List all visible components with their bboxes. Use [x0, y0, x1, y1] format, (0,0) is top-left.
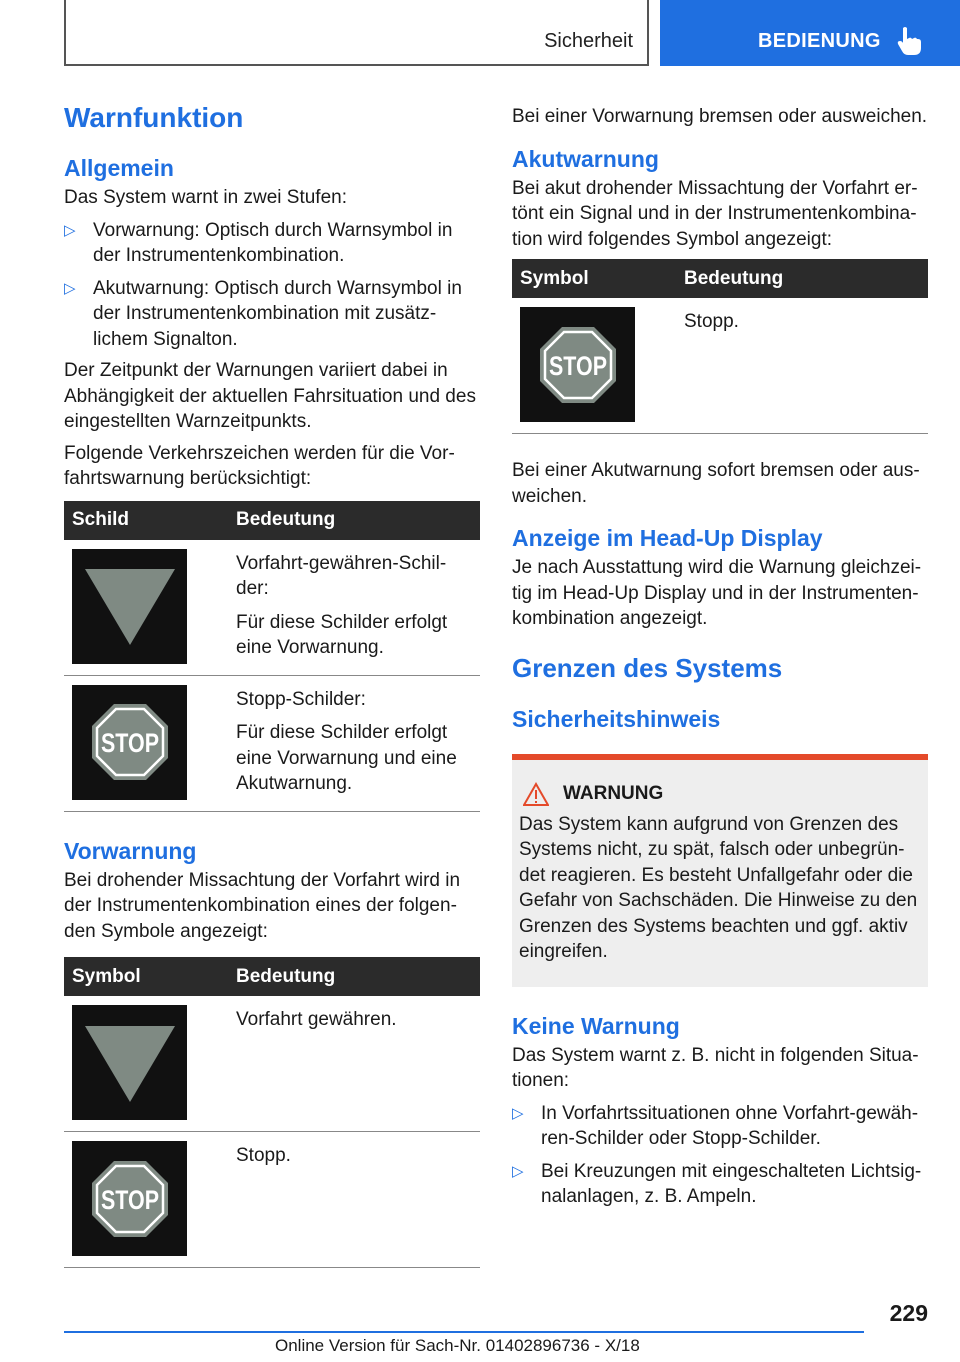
paragraph: Folgende Verkehrszeichen werden für die Vorfahrtswarnung berücksichtigt:	[64, 442, 455, 489]
heading-allgemein: Allgemein	[64, 155, 174, 181]
table-row	[64, 675, 480, 811]
section-title-grenzen: Grenzen des Systems	[512, 652, 783, 683]
paragraph: Bei einer Vorwarnung bremsen oder ausweichen.	[512, 106, 928, 127]
heading-vorwarnung: Vorwarnung	[64, 837, 197, 864]
footer-online-version: Online Version für Sach-Nr. 01402896736 - X/18	[275, 1336, 640, 1355]
table-row	[64, 1132, 480, 1268]
stop-sign-text: STOP	[100, 728, 159, 758]
no-warning-list	[512, 1101, 928, 1210]
warning-label: WARNUNG	[563, 782, 664, 804]
list-item: ▷ Bei Kreuzungen mit eingeschalteten Lichtsignalanlagen, z. B. Ampeln.	[512, 1159, 928, 1210]
header-section-box	[64, 0, 649, 66]
table-row	[64, 540, 480, 676]
stop-sign-icon	[72, 1141, 187, 1256]
warn-levels-list	[64, 218, 480, 353]
paragraph: Bei akut drohender Missachtung der Vorfahrt ertönt ein Signal und in der Instrumentenkombination wird folgendes Symbol angezeigt:	[512, 177, 918, 250]
heading-sicherheitshinweis: Sicherheitshinweis	[512, 705, 721, 732]
heading-akutwarnung: Akutwarnung	[512, 145, 659, 172]
hand-pointer-icon	[896, 26, 922, 56]
warning-triangle-icon	[523, 782, 549, 806]
stop-sign-icon	[520, 307, 635, 422]
footer-divider	[64, 1331, 864, 1333]
heading-hud: Anzeige im Head-Up Display	[512, 525, 823, 551]
acute-warning-symbols-table	[512, 259, 928, 434]
table-row	[64, 996, 480, 1132]
header-section-label: Sicherheit	[544, 30, 633, 52]
meaning-text: Für diese Schilder erfolgt eine Vorwarnung und eine Akutwarnung.	[236, 722, 457, 794]
paragraph: Das System warnt z. B. nicht in folgenden Situationen:	[512, 1044, 919, 1091]
warning-text: Das System kann aufgrund von Grenzen des Systems nicht, zu spät, falsch oder unbegründet reagieren. Es besteht Unfallgefahr oder die Gefahr von Sachschäden. Die Hinweise zu den Grenzen des Systems beachten und ggf. aktiv eingreifen.	[519, 813, 918, 962]
meaning-title: Stopp-Schilder:	[236, 688, 366, 710]
meaning-title: Vorfahrt-gewähren-Schilder:	[236, 552, 447, 599]
table-header-symbol: Symbol	[512, 259, 678, 298]
table-header-schild: Schild	[64, 501, 230, 540]
list-item: ▷ Vorwarnung: Optisch durch Warnsymbol in der Instrumentenkombination.	[64, 218, 480, 269]
page-title: Warnfunktion	[64, 102, 244, 133]
table-header-bedeutung: Bedeutung	[678, 259, 928, 298]
right-column	[512, 100, 928, 1210]
table-row	[512, 298, 928, 434]
paragraph: Bei einer Akutwarnung sofort bremsen oder ausweichen.	[512, 460, 920, 507]
stop-sign-text: STOP	[548, 350, 607, 381]
table-header-bedeutung: Bedeutung	[230, 957, 480, 996]
paragraph: Der Zeitpunkt der Warnungen variiert dabei in Abhängigkeit der aktuellen Fahrsituation und des eingestellten Warnzeitpunkts.	[64, 360, 476, 432]
intro-text: Das System warnt in zwei Stufen:	[64, 187, 347, 208]
table-header-symbol: Symbol	[64, 957, 230, 996]
header-chapter-box	[660, 0, 960, 66]
table-header-bedeutung: Bedeutung	[230, 501, 480, 540]
yield-sign-icon	[72, 1005, 187, 1120]
list-item: ▷ In Vorfahrtssituationen ohne Vorfahrt-gewähren-Schilder oder Stopp-Schilder.	[512, 1101, 928, 1152]
page-number: 229	[889, 1300, 928, 1326]
heading-keine-warnung: Keine Warnung	[512, 1012, 680, 1039]
signs-table	[64, 501, 480, 812]
stop-sign-text: STOP	[100, 1184, 159, 1215]
paragraph: Bei drohender Missachtung der Vorfahrt wird in der Instrumentenkombination eines der folgenden Symbole angezeigt:	[64, 869, 461, 942]
meaning-text: Stopp.	[236, 1145, 291, 1166]
stop-sign-icon	[72, 685, 187, 800]
paragraph: Je nach Ausstattung wird die Warnung gleichzeitig im Head-Up Display und in der Instrumentenkombination angezeigt.	[512, 557, 922, 629]
warning-box	[512, 754, 928, 987]
left-column	[64, 100, 480, 1268]
meaning-text: Für diese Schilder erfolgt eine Vorwarnung.	[236, 611, 448, 658]
yield-sign-icon	[72, 549, 187, 664]
pre-warning-symbols-table	[64, 957, 480, 1268]
header-chapter-label: BEDIENUNG	[758, 30, 881, 52]
meaning-text: Vorfahrt gewähren.	[236, 1009, 397, 1030]
meaning-text: Stopp.	[684, 311, 739, 332]
list-item: ▷ Akutwarnung: Optisch durch Warnsymbol in der Instrumentenkombination mit zusätzlichem Signalton.	[64, 276, 480, 353]
